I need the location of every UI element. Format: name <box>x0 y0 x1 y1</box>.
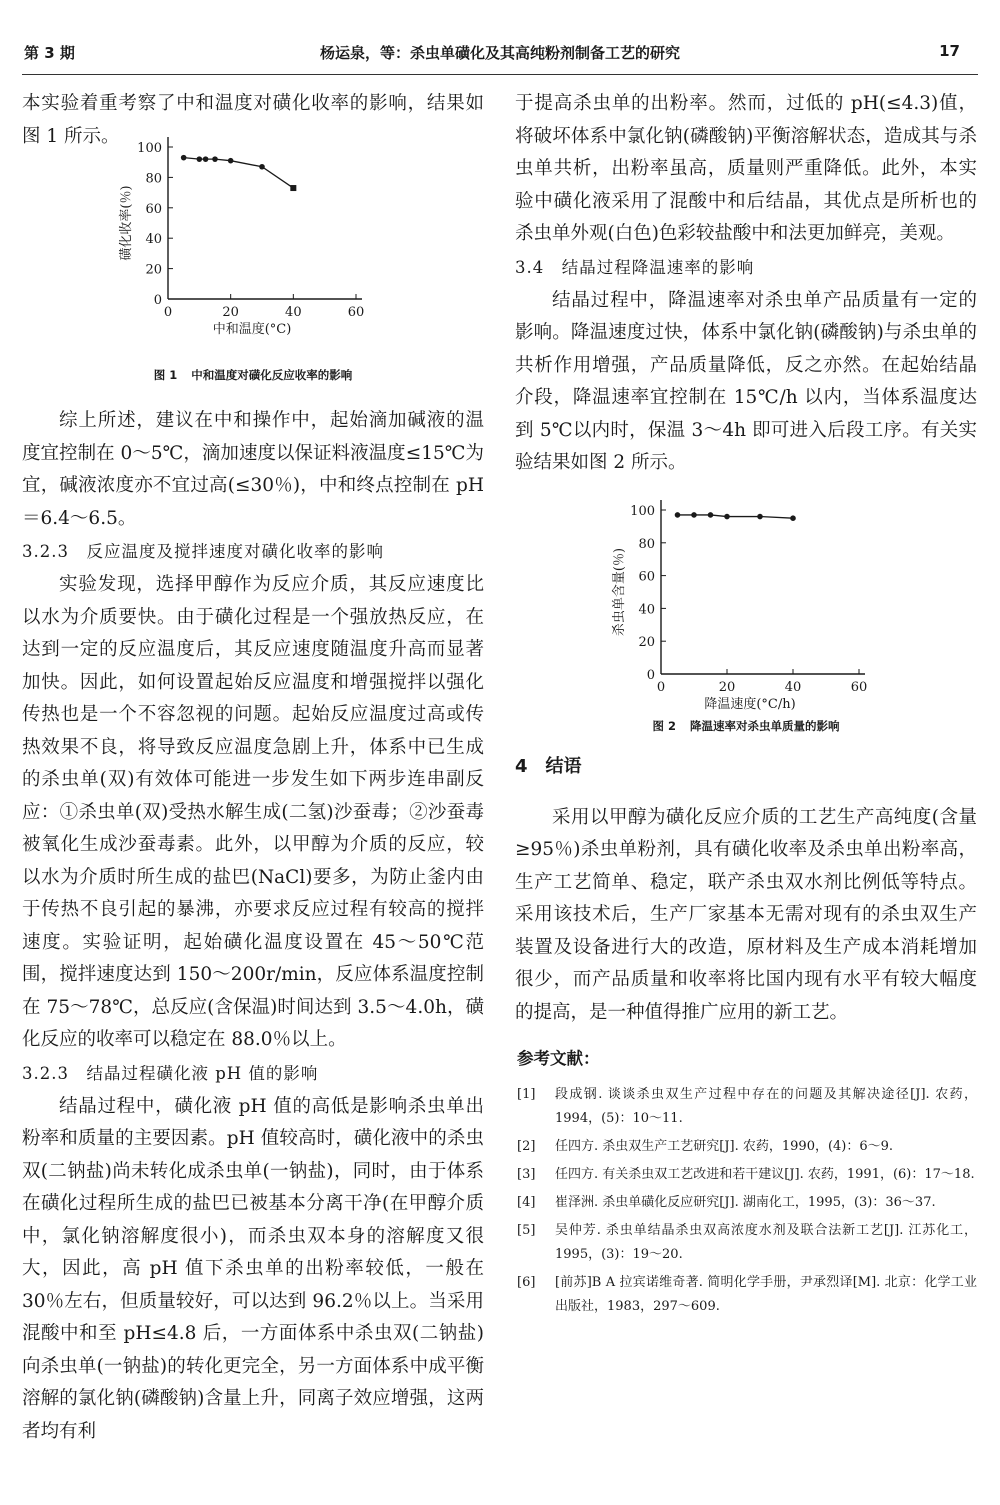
section-heading-3-4: 3.4 结晶过程降温速率的影响 <box>515 257 755 277</box>
reference-text: 任四方. 杀虫双生产工艺研究[J]. 农药，1990，(4)：6～9. <box>555 1139 894 1154</box>
x-tick-label: 40 <box>285 305 302 320</box>
reaction-temperature-paragraph: 实验发现，选择甲醇作为反应介质，其反应速度比以水为介质要快。由于磺化过程是一个强放热反应，在达到一定的反应温度后，其反应速度随温度升高而显著加快。因此，如何设置起始反应温度和增强搅拌以强化传热也是一个不容忽视的问题。起始反应温度过高或传热效果不良，将导致反应温度急剧上升，体系中已生成的杀虫单(双)有效体可能进一步发生如下两步连串副反应：①杀虫单(双)受热水解生成(二氢)沙蚕毒；②沙蚕毒被氧化生成沙蚕毒素。此外，以甲醇为介质的反应，较以水为介质时所生成的盐巴(NaCl)要多，为防止釜内由于传热不良引起的暴沸，亦要求反应过程有较高的搅拌速度。实验证明，起始磺化温度设置在 45～50℃范围，搅拌速度达到 150～200r/min，反应体系温度控制在 75～78℃，总反应(含保温)时间达到 3.5～4.0h，磺化反应的收率可以稳定在 88.0％以上。 <box>22 574 484 1050</box>
section-heading-4: 4 结语 <box>515 755 582 777</box>
figure-1-caption-text: 中和温度对磺化反应收率的影响 <box>191 368 353 382</box>
reference-text: 吴仲芳. 杀虫单结晶杀虫双高浓度水剂及联合法新工艺[J]. 江苏化工，1995，(3)：19～20. <box>555 1223 977 1262</box>
section-heading-3-2-3a: 3.2.3 反应温度及搅拌速度对磺化收率的影响 <box>22 542 384 561</box>
reference-index: [1] <box>517 1087 536 1102</box>
left-column <box>22 88 484 1448</box>
figure-1 <box>22 141 484 383</box>
series-line <box>184 158 294 188</box>
data-point <box>203 156 209 162</box>
data-point <box>290 185 296 191</box>
data-point <box>724 513 730 519</box>
chart-neutralization-temperature <box>22 141 484 363</box>
issue-number: 第 3 期 <box>24 44 75 62</box>
y-tick-label: 80 <box>145 171 162 187</box>
y-tick-label: 40 <box>145 232 162 248</box>
reference-index: [5] <box>517 1223 536 1238</box>
section-heading-3-2-3b: 3.2.3 结晶过程磺化液 pH 值的影响 <box>22 1063 319 1083</box>
x-axis-label: 降温速度(°C/h) <box>704 696 796 712</box>
y-axis-label: 磺化收率(％) <box>119 185 134 261</box>
figure-2 <box>515 498 977 734</box>
cooling-rate-paragraph: 结晶过程中，降温速率对杀虫单产品质量有一定的影响。降温速度过快，体系中氯化钠(磷酸钠)与杀虫单的共析作用增强，产品质量降低，反之亦然。在起始结晶介段，降温速率宜控制在 15℃/h 以内，当体系温度达到 5℃以内时，保温 3～4h 即可进入后段工序。有关实验结果如图 2 所示。 <box>515 289 977 473</box>
reference-item <box>515 1083 977 1131</box>
y-tick-label: 40 <box>638 601 655 617</box>
page-number: 17 <box>939 42 960 60</box>
x-tick-label: 0 <box>656 679 666 695</box>
reference-item <box>515 1191 977 1215</box>
ph-paragraph: 结晶过程中，磺化液 pH 值的高低是影响杀虫单出粉率和质量的主要因素。pH 值较高时，磺化液中的杀虫双(二钠盐)尚未转化成杀虫单(一钠盐)，同时，由于体系在磺化过程所生成的盐巴已被基本分离干净(在甲醇介质中，氯化钠溶解度很小)，而杀虫双本身的溶解度又很大，因此，高 pH 值下杀虫单的出粉率较低，一般在 30％左右，但质量较好，可以达到 96.2％以上。当采用混酸中和至 pH≤4.8 后，一方面体系中杀虫双(二钠盐)向杀虫单(一钠盐)的转化更完全，另一方面体系中成平衡溶解的氯化钠(磷酸钠)含量上升，同离子效应增强，这两者均有利 <box>22 1095 484 1442</box>
data-point <box>757 513 763 519</box>
y-tick-label: 80 <box>638 536 655 552</box>
chart-cooling-rate <box>515 498 977 710</box>
y-tick-label: 60 <box>145 201 162 217</box>
reference-index: [4] <box>517 1195 536 1210</box>
data-point <box>259 164 265 170</box>
data-point <box>197 156 203 162</box>
reference-item <box>515 1219 977 1267</box>
conclusion-paragraph: 采用以甲醇为磺化反应介质的工艺生产高纯度(含量≥95％)杀虫单粉剂，具有磺化收率及杀虫单出粉率高，生产工艺简单、稳定，联产杀虫双水剂比例低等特点。采用该技术后，生产厂家基本无需对现有的杀虫双生产装置及设备进行大的改造，原材料及生产成本消耗增加很少，而产品质量和收率将比国内现有水平有较大幅度的提高，是一种值得推广应用的新工艺。 <box>515 806 977 1023</box>
running-title: 杨运泉，等：杀虫单磺化及其高纯粉剂制备工艺的研究 <box>319 44 680 62</box>
y-tick-label: 0 <box>646 667 655 683</box>
reference-index: [2] <box>517 1139 536 1154</box>
figure-1-caption <box>22 367 484 383</box>
reference-item <box>515 1271 977 1319</box>
x-axis-label: 中和温度(°C) <box>212 322 292 337</box>
summary-paragraph: 综上所述，建议在中和操作中，起始滴加碱液的温度宜控制在 0～5℃，滴加速度以保证料液温度≤15℃为宜，碱液浓度亦不宜过高(≤30％)，中和终点控制在 pH＝6.4～6.5。 <box>22 410 484 529</box>
reference-item <box>515 1163 977 1187</box>
y-tick-label: 20 <box>638 634 655 650</box>
data-point <box>181 155 187 161</box>
data-point <box>228 158 234 164</box>
reference-text: 崔泽洲. 杀虫单磺化反应研究[J]. 湖南化工，1995，(3)：36～37. <box>555 1195 936 1210</box>
reference-index: [3] <box>517 1167 536 1182</box>
figure-2-caption <box>515 718 977 734</box>
x-tick-label: 0 <box>163 305 173 320</box>
data-point <box>708 512 714 518</box>
reference-text: 段成钢. 谈谈杀虫双生产过程中存在的问题及其解决途径[J]. 农药，1994，(5)：10～11. <box>555 1087 977 1126</box>
continuation-paragraph: 于提高杀虫单的出粉率。然而，过低的 pH(≤4.3)值，将破坏体系中氯化钠(磷酸钠)平衡溶解状态，造成其与杀虫单共析，出粉率虽高，质量则严重降低。此外，本实验中磺化液采用了混酸中和后结晶，其优点是所析也的杀虫单外观(白色)色彩较盐酸中和法更加鲜亮，美观。 <box>515 93 977 244</box>
x-tick-label: 20 <box>222 305 239 320</box>
intro-paragraph: 本实验着重考察了中和温度对磺化收率的影响，结果如图 1 所示。 <box>22 93 484 147</box>
figure-1-label: 图 1 <box>153 368 178 382</box>
y-tick-label: 20 <box>145 262 162 278</box>
x-tick-label: 20 <box>718 679 736 695</box>
references-list <box>515 1083 977 1319</box>
data-point <box>790 515 796 521</box>
reference-text: 任四方. 有关杀虫双工艺改进和若干建议[J]. 农药，1991，(6)：17～18. <box>555 1167 975 1182</box>
right-column <box>515 88 977 1323</box>
references-title: 参考文献： <box>517 1049 600 1068</box>
reference-index: [6] <box>517 1275 536 1290</box>
figure-2-label: 图 2 <box>652 718 676 733</box>
y-tick-label: 60 <box>638 569 655 585</box>
reference-text: [前苏]B A 拉宾诺维奇著. 简明化学手册，尹承烈译[M]. 北京：化学工业出版社，1983，297～609. <box>555 1275 977 1314</box>
y-axis-label: 杀虫单含量(％) <box>612 547 627 636</box>
data-point <box>212 156 218 162</box>
x-tick-label: 60 <box>347 305 365 320</box>
reference-item <box>515 1135 977 1159</box>
data-point <box>691 512 697 518</box>
x-tick-label: 40 <box>784 679 802 695</box>
data-point <box>675 512 681 518</box>
figure-2-caption-text: 降温速率对杀虫单质量的影响 <box>690 718 840 733</box>
y-tick-label: 0 <box>153 293 162 308</box>
x-tick-label: 60 <box>850 679 868 695</box>
y-tick-label: 100 <box>630 503 655 519</box>
y-tick-label: 100 <box>137 141 162 156</box>
running-header <box>22 34 978 75</box>
